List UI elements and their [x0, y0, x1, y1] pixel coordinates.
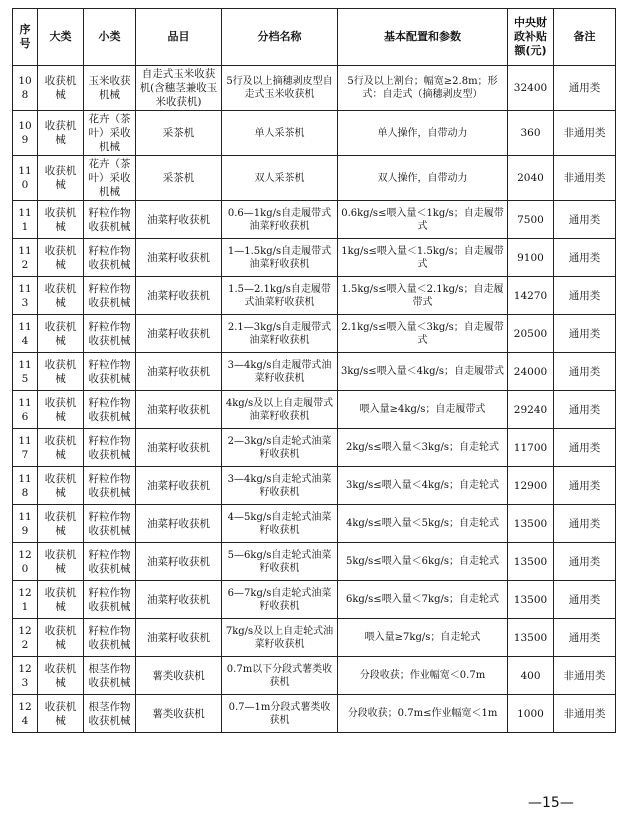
cell-item: 油菜籽收获机: [136, 391, 222, 429]
cell-subsidy: 13500: [508, 505, 554, 543]
cell-grade-name: 双人采茶机: [222, 156, 338, 201]
cell-seq: 124: [13, 695, 38, 733]
cell-category: 收获机械: [38, 429, 84, 467]
table-row: [13, 353, 616, 391]
cell-grade-name: 5行及以上摘穗剥皮型自走式玉米收获机: [222, 66, 338, 111]
cell-seq: 117: [13, 429, 38, 467]
cell-config: 6kg/s≤喂入量＜7kg/s；自走轮式: [338, 581, 508, 619]
header-category: 大类: [38, 9, 84, 66]
cell-item: 油菜籽收获机: [136, 505, 222, 543]
cell-remark: 非通用类: [554, 695, 616, 733]
cell-category: 收获机械: [38, 619, 84, 657]
table-body: [13, 66, 616, 733]
cell-grade-name: 1.5—2.1kg/s自走履带式油菜籽收获机: [222, 277, 338, 315]
cell-config: 1.5kg/s≤喂入量＜2.1kg/s；自走履带式: [338, 277, 508, 315]
cell-remark: 通用类: [554, 543, 616, 581]
cell-config: 3kg/s≤喂入量＜4kg/s；自走履带式: [338, 353, 508, 391]
cell-seq: 122: [13, 619, 38, 657]
table-row: [13, 657, 616, 695]
header-subcategory: 小类: [84, 9, 136, 66]
cell-category: 收获机械: [38, 66, 84, 111]
cell-subcategory: 籽粒作物收获机械: [84, 391, 136, 429]
table-row: [13, 429, 616, 467]
cell-subsidy: 13500: [508, 619, 554, 657]
cell-subcategory: 根茎作物收获机械: [84, 657, 136, 695]
cell-config: 分段收获；作业幅宽＜0.7m: [338, 657, 508, 695]
cell-config: 分段收获；0.7m≤作业幅宽＜1m: [338, 695, 508, 733]
cell-subcategory: 花卉（茶叶）采收机械: [84, 156, 136, 201]
cell-category: 收获机械: [38, 467, 84, 505]
cell-subsidy: 13500: [508, 581, 554, 619]
cell-item: 油菜籽收获机: [136, 315, 222, 353]
cell-remark: 通用类: [554, 391, 616, 429]
cell-category: 收获机械: [38, 391, 84, 429]
table-row: [13, 277, 616, 315]
cell-category: 收获机械: [38, 543, 84, 581]
cell-grade-name: 单人采茶机: [222, 111, 338, 156]
cell-seq: 115: [13, 353, 38, 391]
cell-subsidy: 11700: [508, 429, 554, 467]
cell-category: 收获机械: [38, 657, 84, 695]
cell-subsidy: 9100: [508, 239, 554, 277]
cell-subsidy: 24000: [508, 353, 554, 391]
cell-seq: 123: [13, 657, 38, 695]
table-row: [13, 156, 616, 201]
cell-seq: 118: [13, 467, 38, 505]
cell-remark: 非通用类: [554, 111, 616, 156]
cell-subsidy: 400: [508, 657, 554, 695]
cell-config: 2kg/s≤喂入量＜3kg/s；自走轮式: [338, 429, 508, 467]
cell-remark: 通用类: [554, 505, 616, 543]
cell-category: 收获机械: [38, 156, 84, 201]
cell-remark: 非通用类: [554, 156, 616, 201]
cell-subsidy: 32400: [508, 66, 554, 111]
table-row: [13, 619, 616, 657]
cell-subcategory: 玉米收获机械: [84, 66, 136, 111]
cell-config: 双人操作，自带动力: [338, 156, 508, 201]
cell-item: 油菜籽收获机: [136, 201, 222, 239]
table-row: [13, 391, 616, 429]
cell-config: 喂入量≥4kg/s；自走履带式: [338, 391, 508, 429]
table-row: [13, 239, 616, 277]
cell-category: 收获机械: [38, 315, 84, 353]
cell-subsidy: 7500: [508, 201, 554, 239]
cell-subcategory: 籽粒作物收获机械: [84, 353, 136, 391]
table-row: [13, 543, 616, 581]
cell-item: 油菜籽收获机: [136, 619, 222, 657]
header-config: 基本配置和参数: [338, 9, 508, 66]
cell-remark: 通用类: [554, 581, 616, 619]
cell-subcategory: 籽粒作物收获机械: [84, 315, 136, 353]
cell-remark: 通用类: [554, 277, 616, 315]
cell-config: 1kg/s≤喂入量＜1.5kg/s；自走履带式: [338, 239, 508, 277]
cell-grade-name: 7kg/s及以上自走轮式油菜籽收获机: [222, 619, 338, 657]
cell-item: 自走式玉米收获机(含穗茎兼收玉米收获机): [136, 66, 222, 111]
header-subsidy: 中央财政补贴额(元): [508, 9, 554, 66]
cell-subcategory: 籽粒作物收获机械: [84, 619, 136, 657]
cell-seq: 109: [13, 111, 38, 156]
cell-category: 收获机械: [38, 277, 84, 315]
table-row: [13, 505, 616, 543]
cell-remark: 通用类: [554, 429, 616, 467]
cell-item: 油菜籽收获机: [136, 429, 222, 467]
cell-subcategory: 籽粒作物收获机械: [84, 429, 136, 467]
cell-config: 单人操作，自带动力: [338, 111, 508, 156]
cell-grade-name: 1—1.5kg/s自走履带式油菜籽收获机: [222, 239, 338, 277]
cell-item: 采茶机: [136, 111, 222, 156]
cell-subcategory: 花卉（茶叶）采收机械: [84, 111, 136, 156]
cell-category: 收获机械: [38, 353, 84, 391]
cell-seq: 113: [13, 277, 38, 315]
cell-subcategory: 籽粒作物收获机械: [84, 201, 136, 239]
cell-remark: 非通用类: [554, 657, 616, 695]
page-number: —15—: [528, 795, 574, 811]
cell-item: 采茶机: [136, 156, 222, 201]
cell-category: 收获机械: [38, 239, 84, 277]
subsidy-table: [12, 8, 616, 733]
table-row: [13, 315, 616, 353]
header-row: [13, 9, 616, 66]
header-remark: 备注: [554, 9, 616, 66]
cell-subsidy: 12900: [508, 467, 554, 505]
cell-subcategory: 籽粒作物收获机械: [84, 505, 136, 543]
cell-grade-name: 0.7—1m分段式薯类收获机: [222, 695, 338, 733]
cell-category: 收获机械: [38, 201, 84, 239]
cell-grade-name: 6—7kg/s自走轮式油菜籽收获机: [222, 581, 338, 619]
cell-subsidy: 2040: [508, 156, 554, 201]
cell-category: 收获机械: [38, 505, 84, 543]
cell-config: 2.1kg/s≤喂入量＜3kg/s；自走履带式: [338, 315, 508, 353]
cell-remark: 通用类: [554, 201, 616, 239]
cell-config: 0.6kg/s≤喂入量＜1kg/s；自走履带式: [338, 201, 508, 239]
table-row: [13, 66, 616, 111]
cell-subcategory: 籽粒作物收获机械: [84, 277, 136, 315]
cell-item: 油菜籽收获机: [136, 467, 222, 505]
cell-config: 4kg/s≤喂入量＜5kg/s；自走轮式: [338, 505, 508, 543]
cell-grade-name: 2.1—3kg/s自走履带式油菜籽收获机: [222, 315, 338, 353]
cell-subsidy: 13500: [508, 543, 554, 581]
table-row: [13, 111, 616, 156]
cell-config: 3kg/s≤喂入量＜4kg/s；自走轮式: [338, 467, 508, 505]
cell-subcategory: 籽粒作物收获机械: [84, 467, 136, 505]
cell-grade-name: 3—4kg/s自走轮式油菜籽收获机: [222, 467, 338, 505]
cell-remark: 通用类: [554, 315, 616, 353]
table-row: [13, 695, 616, 733]
cell-seq: 111: [13, 201, 38, 239]
cell-config: 喂入量≥7kg/s；自走轮式: [338, 619, 508, 657]
cell-remark: 通用类: [554, 619, 616, 657]
cell-grade-name: 2—3kg/s自走轮式油菜籽收获机: [222, 429, 338, 467]
table-row: [13, 467, 616, 505]
cell-category: 收获机械: [38, 581, 84, 619]
cell-subcategory: 根茎作物收获机械: [84, 695, 136, 733]
cell-remark: 通用类: [554, 353, 616, 391]
cell-subcategory: 籽粒作物收获机械: [84, 239, 136, 277]
cell-seq: 121: [13, 581, 38, 619]
table-row: [13, 201, 616, 239]
header-grade-name: 分档名称: [222, 9, 338, 66]
cell-subsidy: 360: [508, 111, 554, 156]
cell-config: 5行及以上割台；幅宽≥2.8m；形式：自走式（摘穗剥皮型）: [338, 66, 508, 111]
cell-grade-name: 5—6kg/s自走轮式油菜籽收获机: [222, 543, 338, 581]
cell-config: 5kg/s≤喂入量＜6kg/s；自走轮式: [338, 543, 508, 581]
cell-seq: 114: [13, 315, 38, 353]
cell-seq: 119: [13, 505, 38, 543]
cell-grade-name: 4—5kg/s自走轮式油菜籽收获机: [222, 505, 338, 543]
cell-item: 薯类收获机: [136, 657, 222, 695]
cell-item: 油菜籽收获机: [136, 543, 222, 581]
cell-subcategory: 籽粒作物收获机械: [84, 581, 136, 619]
header-item: 品目: [136, 9, 222, 66]
cell-remark: 通用类: [554, 467, 616, 505]
cell-seq: 116: [13, 391, 38, 429]
cell-category: 收获机械: [38, 695, 84, 733]
cell-seq: 120: [13, 543, 38, 581]
cell-seq: 108: [13, 66, 38, 111]
cell-grade-name: 0.6—1kg/s自走履带式油菜籽收获机: [222, 201, 338, 239]
cell-remark: 通用类: [554, 239, 616, 277]
cell-grade-name: 0.7m以下分段式薯类收获机: [222, 657, 338, 695]
cell-subsidy: 29240: [508, 391, 554, 429]
cell-remark: 通用类: [554, 66, 616, 111]
cell-item: 油菜籽收获机: [136, 581, 222, 619]
cell-subsidy: 14270: [508, 277, 554, 315]
cell-item: 油菜籽收获机: [136, 277, 222, 315]
cell-category: 收获机械: [38, 111, 84, 156]
cell-seq: 112: [13, 239, 38, 277]
cell-grade-name: 4kg/s及以上自走履带式油菜籽收获机: [222, 391, 338, 429]
cell-subsidy: 1000: [508, 695, 554, 733]
cell-item: 油菜籽收获机: [136, 239, 222, 277]
cell-subsidy: 20500: [508, 315, 554, 353]
cell-item: 薯类收获机: [136, 695, 222, 733]
header-seq: 序号: [13, 9, 38, 66]
cell-item: 油菜籽收获机: [136, 353, 222, 391]
cell-grade-name: 3—4kg/s自走履带式油菜籽收获机: [222, 353, 338, 391]
cell-subcategory: 籽粒作物收获机械: [84, 543, 136, 581]
cell-seq: 110: [13, 156, 38, 201]
table-row: [13, 581, 616, 619]
